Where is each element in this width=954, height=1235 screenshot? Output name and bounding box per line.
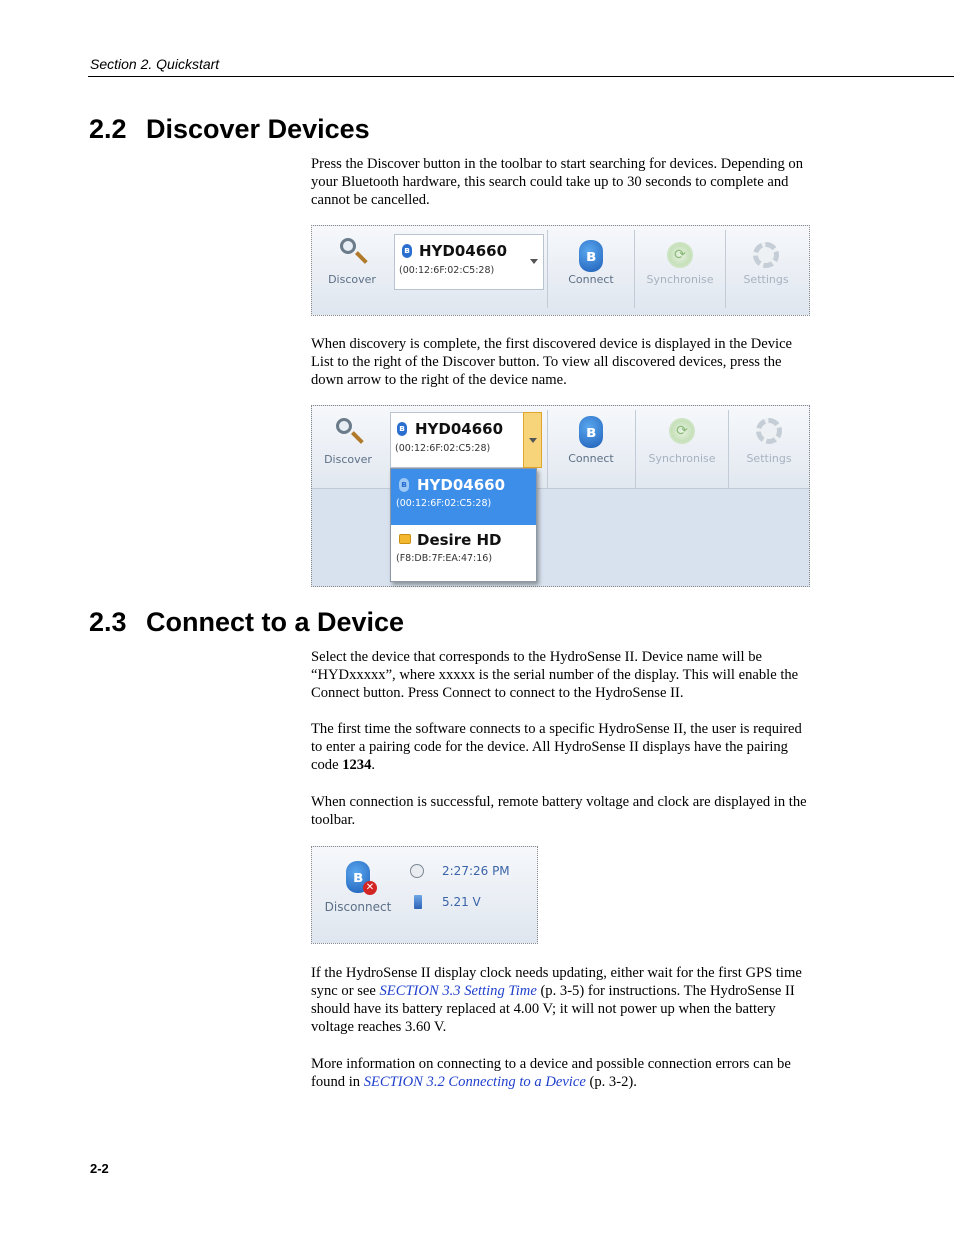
toolbar-screenshot-connected <box>311 846 538 944</box>
paragraph <box>311 720 811 774</box>
gear-icon <box>756 418 782 444</box>
discover-label: Discover <box>328 273 376 286</box>
clock-value: 2:27:26 PM <box>442 864 510 878</box>
section-title: Connect to a Device <box>146 607 405 637</box>
paragraph: Select the device that corresponds to the HydroSense II. Device name will be “HYDxxxxx”, where xxxxx is the serial number of the display. This will enable the Connect button. Press Connect to connect to the HydroSense II. <box>311 649 799 701</box>
magnifier-icon <box>336 418 352 434</box>
synchronise-label: Synchronise <box>646 273 714 286</box>
disconnect-label: Disconnect <box>324 900 392 914</box>
chevron-down-icon <box>529 438 537 443</box>
bluetooth-icon: ʙ <box>579 416 603 448</box>
device-address: (00:12:6F:02:C5:28) <box>395 443 491 454</box>
text-run: If the HydroSense II display clock needs updating, either wait for the first GPS time sync or see <box>311 965 802 999</box>
clock-icon <box>410 864 424 878</box>
text-run: (p. 3-5) for instructions. The HydroSense II should have its battery replaced at 4.00 V; it will not power up when the battery voltage reaches 3.60 V. <box>311 983 795 1035</box>
paragraph: When discovery is complete, the first discovered device is displayed in the Device List to the right of the Discover button. To view all discovered devices, press the down arrow to the right of the device name. <box>311 336 793 388</box>
list-item[interactable] <box>391 525 536 581</box>
device-address: (F8:DB:7F:EA:47:16) <box>396 553 493 564</box>
section-heading-2-3 <box>89 607 404 638</box>
running-header: Section 2. Quickstart <box>90 56 220 72</box>
device-name: HYD04660 <box>415 420 504 438</box>
synchronise-label: Synchronise <box>648 452 716 465</box>
text-run: . <box>371 757 376 773</box>
device-address: (00:12:6F:02:C5:28) <box>399 265 495 276</box>
sync-icon: ⟳ <box>669 418 695 444</box>
device-dropdown-list <box>390 468 537 582</box>
device-name: Desire HD <box>417 531 502 549</box>
settings-label: Settings <box>746 452 792 465</box>
device-name: HYD04660 <box>419 242 508 260</box>
chevron-down-icon[interactable] <box>530 259 538 264</box>
page-number: 2-2 <box>90 1161 109 1176</box>
synchronise-button[interactable] <box>636 406 728 490</box>
device-list[interactable] <box>394 234 544 290</box>
paragraph <box>311 1055 811 1091</box>
settings-button[interactable] <box>726 226 806 310</box>
discover-button[interactable] <box>316 226 388 310</box>
device-list[interactable] <box>390 412 542 468</box>
connect-button[interactable] <box>548 406 634 490</box>
phone-icon <box>399 534 411 544</box>
gear-icon <box>753 242 779 268</box>
text-run: The first time the software connects to a specific HydroSense II, the user is required to enter a pairing code for the device. All HydroSense II displays have the pairing code <box>311 721 802 773</box>
bluetooth-icon: ʙ <box>399 478 409 492</box>
connect-label: Connect <box>568 273 614 286</box>
bluetooth-icon: ʙ <box>397 422 407 436</box>
settings-button[interactable] <box>729 406 809 490</box>
section-number: 2.2 <box>89 114 127 144</box>
section-title: Discover Devices <box>146 114 370 144</box>
battery-voltage: 5.21 V <box>442 895 481 909</box>
device-name: HYD04660 <box>417 476 506 494</box>
bluetooth-icon: ʙ <box>579 240 603 272</box>
bluetooth-icon: ʙ <box>346 861 370 893</box>
discover-button[interactable] <box>312 406 384 490</box>
paragraph: Press the Discover button in the toolbar to start searching for devices. Depending on your Bluetooth hardware, this search could take up to 30 seconds to complete and cannot be cancelled. <box>311 156 804 208</box>
link-setting-time[interactable]: SECTION 3.3 Setting Time <box>379 983 537 999</box>
close-icon: ✕ <box>363 881 377 895</box>
sync-icon: ⟳ <box>667 242 693 268</box>
text-run: (p. 3-2). <box>585 1074 637 1090</box>
header-rule <box>88 76 954 77</box>
magnifier-icon <box>340 238 356 254</box>
text-run: More information on connecting to a device and possible connection errors can be found in <box>311 1056 791 1090</box>
section-heading-2-2 <box>89 114 370 145</box>
device-address: (00:12:6F:02:C5:28) <box>396 498 492 509</box>
settings-label: Settings <box>743 273 789 286</box>
link-connecting-to-device[interactable]: SECTION 3.2 Connecting to a Device <box>363 1074 586 1090</box>
connect-button[interactable] <box>548 226 634 310</box>
discover-label: Discover <box>324 453 372 466</box>
toolbar-screenshot-discover <box>311 225 810 316</box>
paragraph <box>311 964 811 1036</box>
pairing-code: 1234 <box>342 757 372 773</box>
bluetooth-icon: ʙ <box>402 244 412 258</box>
dropdown-toggle[interactable] <box>523 412 542 468</box>
toolbar-screenshot-device-list <box>311 405 810 587</box>
list-item-selected[interactable] <box>391 469 536 525</box>
synchronise-button[interactable] <box>635 226 725 310</box>
section-number: 2.3 <box>89 607 127 637</box>
paragraph: When connection is successful, remote battery voltage and clock are displayed in the toolbar. <box>311 794 807 828</box>
disconnect-button[interactable] <box>318 847 398 939</box>
connect-label: Connect <box>568 452 614 465</box>
battery-icon <box>414 895 422 909</box>
